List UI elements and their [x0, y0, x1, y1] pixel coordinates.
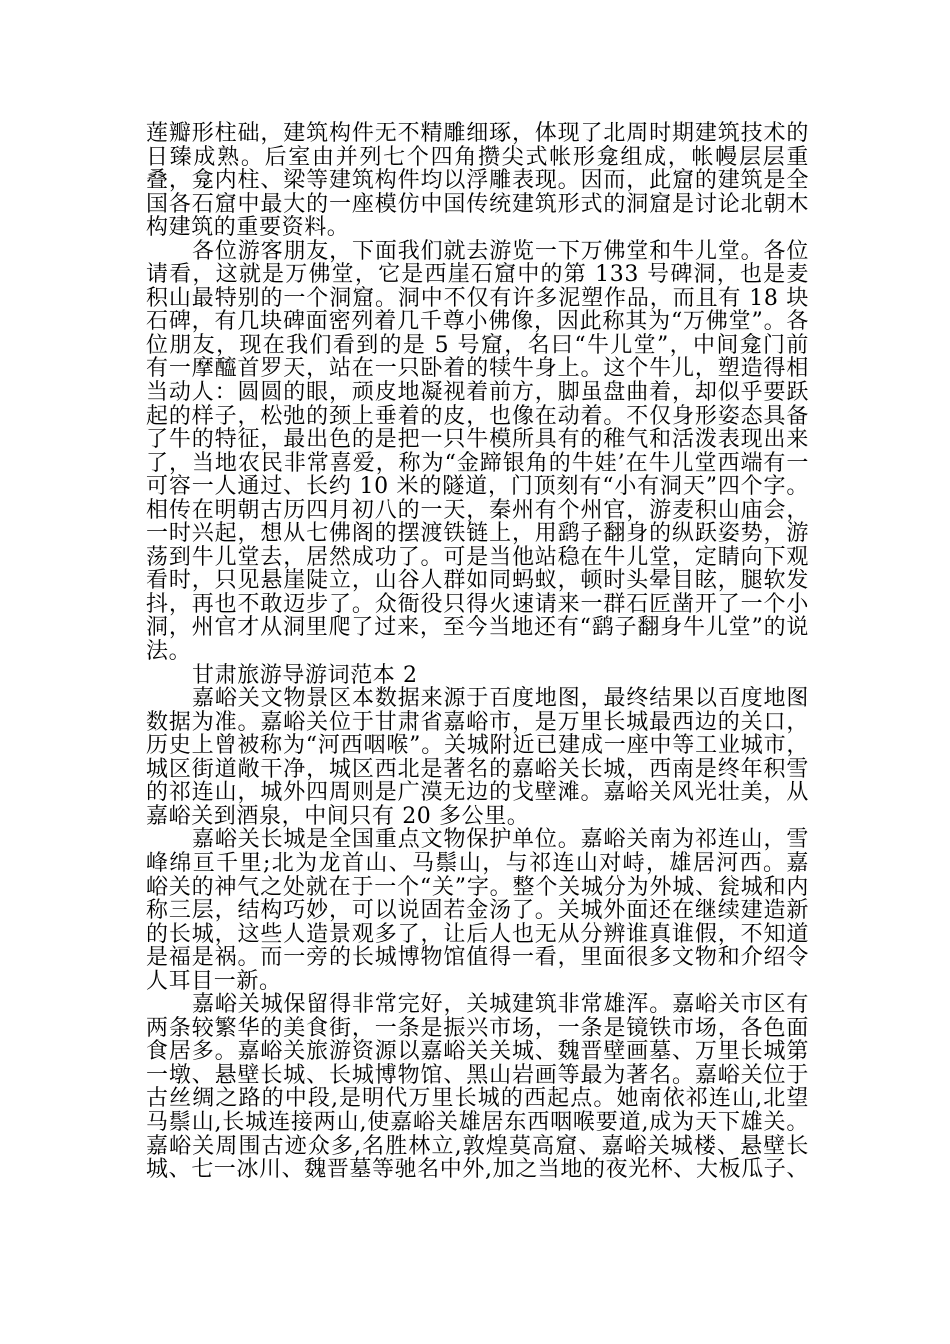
paragraph-jiayuguan-city: 嘉峪关城保留得非常完好，关城建筑非常雄浑。嘉峪关市区有两条较繁华的美食街，一条是振兴市场，一条是镜铁市场，各色面食居多。嘉峪关旅游资源以嘉峪关关城、魏晋壁画墓、万里长城第一墩、悬壁长城、长城博物馆、黑山岩画等最为著名。嘉峪关位于古丝绸之路的中段,是明代万里长城的西起点。她南依祁连山,北望马鬃山,长城连接两山,使嘉峪关雄居东西咽喉要道,成为天下雄关。嘉峪关周围古迹众多,名胜林立,敦煌莫高窟、嘉峪关城楼、悬壁长城、七一冰川、魏晋墓等驰名中外,加之当地的夜光杯、大板瓜子、 [146, 992, 809, 1183]
section-heading: 甘肃旅游导游词范本 2 [192, 662, 418, 688]
paragraph-architecture: 莲瓣形柱础，建筑构件无不精雕细琢，体现了北周时期建筑技术的日臻成熟。后室由并列七个四角攒尖式帐形龛组成，帐幔层层重叠，龛内柱、梁等建筑构件均以浮雕表现。因而，此窟的建筑是全国各石窟中最大的一座模仿中国传统建筑形式的洞窟是讨论北朝木构建筑的重要资料。 [146, 121, 809, 241]
document-page [146, 122, 809, 1182]
paragraph-wanfotang-niuertang: 各位游客朋友，下面我们就去游览一下万佛堂和牛儿堂。各位请看，这就是万佛堂，它是西崖石窟中的第 133 号碑洞，也是麦积山最特别的一个洞窟。洞中不仅有许多泥塑作品，而且有 18 块石碑，有几块碑面密列着几千尊小佛像，因此称其为“万佛堂”。各位朋友，现在我们看到的是 5 号窟，名曰“牛儿堂”，中间龛门前有一摩醯首罗天，站在一只卧着的犊牛身上。这个牛儿，塑造得相当动人：圆圆的眼，顽皮地凝视着前方，脚虽盘曲着，却似乎要跃起的样子，松弛的颈上垂着的皮，也像在动着。不仅身形姿态具备了牛的特征，最出色的是把一只牛模所具有的稚气和活泼表现出来了，当地农民非常喜爱，称为“金蹄银角的牛娃’在牛儿堂西端有一可容一人通过、长约 10 米的隧道，门顶刻有“小有洞天”四个字。相传在明朝古历四月初八的一天，秦州有个州官，游麦积山庙会，一时兴起，想从七佛阁的摆渡铁链上，用鹞子翻身的纵跃姿势，游荡到牛儿堂去，居然成功了。可是当他站稳在牛儿堂，定睛向下观看时，只见悬崖陡立，山谷人群如同蚂蚁，顿时头晕目眩，腿软发抖，再也不敢迈步了。众衙役只得火速请来一群石匠凿开了一个小洞，州官才从洞里爬了过来，至今当地还有“鹞子翻身牛儿堂”的说法。 [146, 238, 809, 665]
paragraph-jiayuguan-intro: 嘉峪关文物景区本数据来源于百度地图，最终结果以百度地图数据为准。嘉峪关位于甘肃省嘉峪市，是万里长城最西边的关口，历史上曾被称为“河西咽喉”。关城附近已建成一座中等工业城市，城区街道敞干净，城区西北是著名的嘉峪关长城，西南是终年积雪的祁连山，城外四周则是广漠无边的戈壁滩。嘉峪关风光壮美，从嘉峪关到酒泉，中间只有 20 多公里。 [146, 686, 809, 829]
paragraph-jiayuguan-great-wall: 嘉峪关长城是全国重点文物保护单位。嘉峪关南为祁连山，雪峰绵亘千里;北为龙首山、马鬃山，与祁连山对峙，雄居河西。嘉峪关的神气之处就在于一个“关”字。整个关城分为外城、瓮城和内称三层，结构巧妙，可以说固若金汤了。关城外面还在继续建造新的长城，这些人造景观多了，让后人也无从分辨谁真谁假，不知道是福是祸。而一旁的长城博物馆值得一看，里面很多文物和介绍令人耳目一新。 [146, 827, 809, 994]
